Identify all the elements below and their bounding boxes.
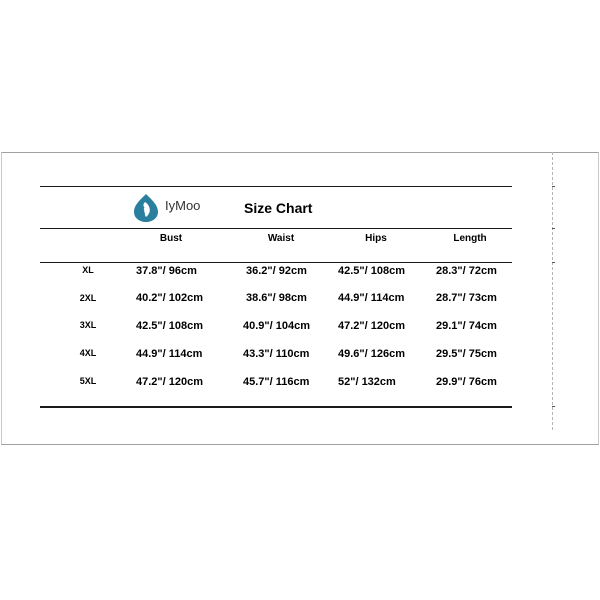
length-cell: 29.9"/ 76cm xyxy=(436,376,497,388)
size-label: 3XL xyxy=(79,320,97,330)
bust-cell: 37.8"/ 96cm xyxy=(136,265,197,277)
column-header-bust: Bust xyxy=(159,233,183,244)
brand-name: IyMoo xyxy=(165,198,201,213)
hips-cell: 47.2"/ 120cm xyxy=(338,320,405,332)
bust-cell: 44.9"/ 114cm xyxy=(136,348,203,360)
size-label: XL xyxy=(82,265,94,275)
size-label: 5XL xyxy=(79,376,97,386)
ruler-tick xyxy=(552,262,555,263)
table-column-header-rule xyxy=(40,262,512,263)
waist-cell: 45.7"/ 116cm xyxy=(243,376,310,388)
waist-cell: 40.9"/ 104cm xyxy=(243,320,310,332)
hips-cell: 49.6"/ 126cm xyxy=(338,348,405,360)
table-header-rule xyxy=(40,228,512,229)
waist-cell: 36.2"/ 92cm xyxy=(246,265,307,277)
waist-cell: 38.6"/ 98cm xyxy=(246,292,307,304)
size-label: 2XL xyxy=(79,293,97,303)
table-top-rule xyxy=(40,186,512,187)
table-bottom-rule xyxy=(40,406,512,408)
length-cell: 29.5"/ 75cm xyxy=(436,348,497,360)
page-break-line xyxy=(552,152,553,430)
hips-cell: 42.5"/ 108cm xyxy=(338,265,405,277)
column-header-hips: Hips xyxy=(365,233,387,244)
column-header-waist: Waist xyxy=(267,233,295,244)
bust-cell: 47.2"/ 120cm xyxy=(136,376,203,388)
length-cell: 28.7"/ 73cm xyxy=(436,292,497,304)
ruler-tick xyxy=(552,186,555,187)
brand-logo-icon xyxy=(133,193,159,223)
hips-cell: 52"/ 132cm xyxy=(338,376,396,388)
chart-title: Size Chart xyxy=(244,200,313,216)
length-cell: 28.3"/ 72cm xyxy=(436,265,497,277)
ruler-tick xyxy=(552,228,555,229)
hips-cell: 44.9"/ 114cm xyxy=(338,292,405,304)
waist-cell: 43.3"/ 110cm xyxy=(243,348,310,360)
ruler-tick xyxy=(552,406,555,407)
length-cell: 29.1"/ 74cm xyxy=(436,320,497,332)
column-header-length: Length xyxy=(453,233,487,244)
bust-cell: 40.2"/ 102cm xyxy=(136,292,203,304)
bust-cell: 42.5"/ 108cm xyxy=(136,320,203,332)
size-label: 4XL xyxy=(79,348,97,358)
